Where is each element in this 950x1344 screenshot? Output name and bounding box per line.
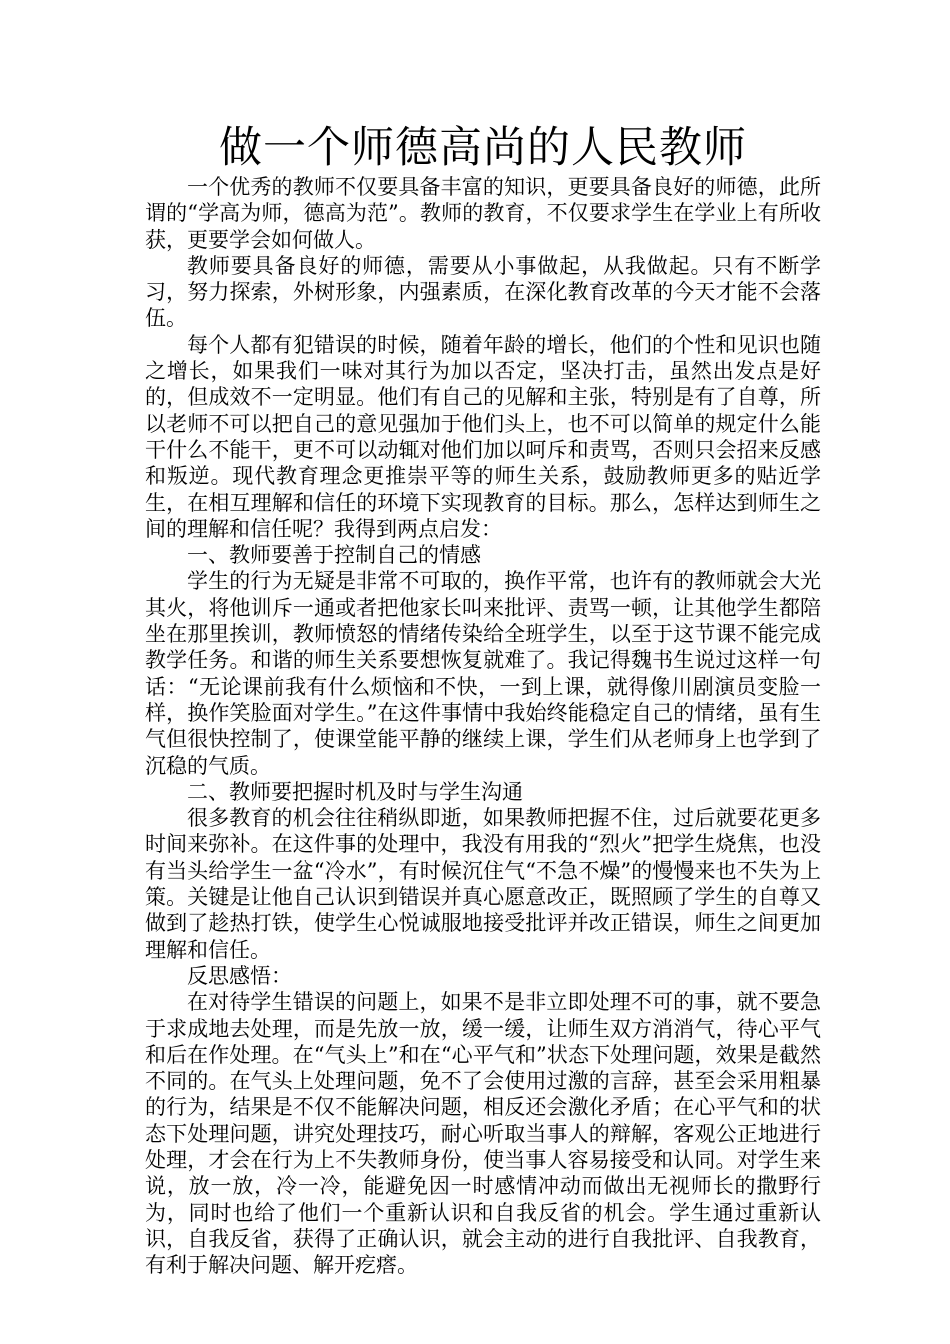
paragraph-reflection: 在对待学生错误的问题上，如果不是非立即处理不可的事，就不要急于求成地去处理，而是先放一放，缓一缓，让师生双方消消气，待心平气和后在作处理。在“气头上”和在“心平气和”状态下处理问题，效果是截然不同的。在气头上处理问题，免不了会使用过激的言辞，甚至会采用粗暴的行为，结果是不仅不能解决问题，相反还会激化矛盾；在心平气和的状态下处理问题，讲究处理技巧，耐心听取当事人的辩解，客观公正地进行处理，才会在行为上不失教师身份，使当事人容易接受和认同。对学生来说，放一放，冷一冷，能避免因一时感情冲动而做出无视师长的撒野行为，同时也给了他们一个重新认识和自我反省的机会。学生通过重新认识，自我反省，获得了正确认识，就会主动的进行自我批评、自我教育，有利于解决问题、解开疙瘩。: [145, 990, 821, 1278]
paragraph-intro: 一个优秀的教师不仅要具备丰富的知识，更要具备良好的师德，此所谓的“学高为师，德高为范”。教师的教育，不仅要求学生在学业上有所收获，更要学会如何做人。: [145, 175, 821, 252]
document-body: [145, 174, 821, 1278]
document-title: 做一个师德高尚的人民教师: [219, 123, 747, 173]
paragraph-mistakes: 每个人都有犯错误的时候，随着年龄的增长，他们的个性和见识也随之增长，如果我们一味对其行为加以否定，坚决打击，虽然出发点是好的，但成效不一定明显。他们有自己的见解和主张，特别是有了自尊，所以老师不可以把自己的意见强加于他们头上，也不可以简单的规定什么能干什么不能干，更不可以动辄对他们加以呵斥和责骂，否则只会招来反感和叛逆。现代教育理念更推崇平等的师生关系，鼓励教师更多的贴近学生，在相互理解和信任的环境下实现教育的目标。那么，怎样达到师生之间的理解和信任呢？我得到两点启发：: [145, 332, 821, 541]
document-page: [145, 122, 821, 1278]
paragraph-small-things: 教师要具备良好的师德，需要从小事做起，从我做起。只有不断学习，努力探索，外树形象，内强素质，在深化教育改革的今天才能不会落伍。: [145, 253, 821, 331]
paragraph-communication: 很多教育的机会往往稍纵即逝，如果教师把握不住，过后就要花更多时间来弥补。在这件事的处理中，我没有用我的“烈火”把学生烧焦，也没有当头给学生一盆“冷水”，有时候沉住气“不急不燥”的慢慢来也不失为上策。关键是让他自己认识到错误并真心愿意改正，既照顾了学生的自尊又做到了趁热打铁，使学生心悦诚服地接受批评并改正错误，师生之间更加理解和信任。: [145, 806, 821, 962]
section-heading-emotion: 一、教师要善于控制自己的情感: [187, 543, 481, 568]
section-heading-communication: 二、教师要把握时机及时与学生沟通: [187, 779, 523, 804]
section-heading-reflection: 反思感悟：: [187, 963, 292, 988]
paragraph-emotion: 学生的行为无疑是非常不可取的，换作平常，也许有的教师就会大光其火，将他训斥一通或者把他家长叫来批评、责骂一顿，让其他学生都陪坐在那里挨训，教师愤怒的情绪传染给全班学生，以至于这节课不能完成教学任务。和谐的师生关系要想恢复就难了。我记得魏书生说过这样一句话：“无论课前我有什么烦恼和不快，一到上课，就得像川剧演员变脸一样，换作笑脸面对学生。”在这件事情中我始终能稳定自己的情绪，虽有生气但很快控制了，使课堂能平静的继续上课，学生们从老师身上也学到了沉稳的气质。: [145, 569, 821, 778]
